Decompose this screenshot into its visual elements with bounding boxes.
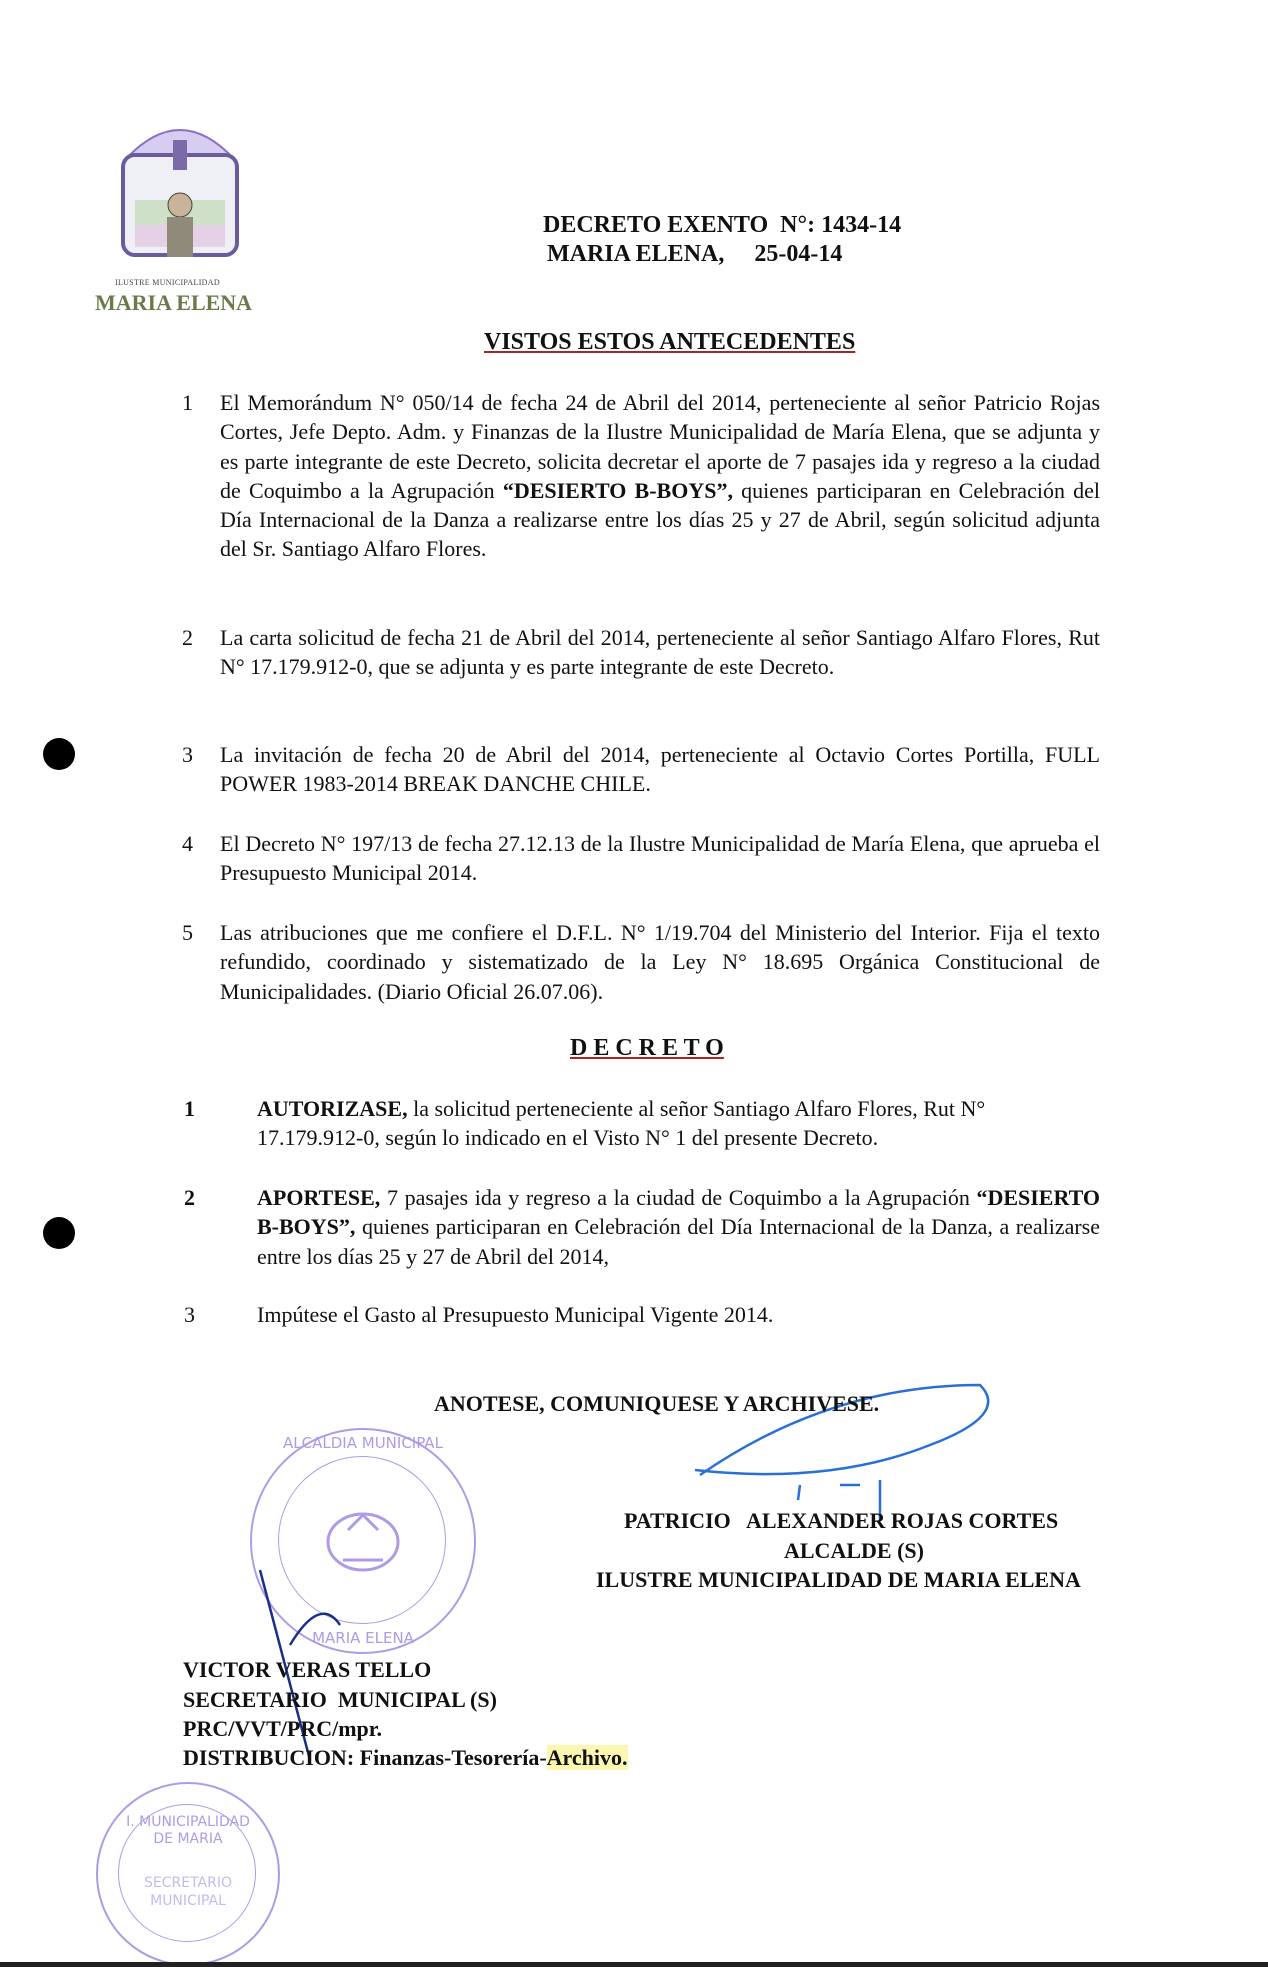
- group-name: “DESIERTO B-BOYS”,: [257, 1185, 1100, 1240]
- decreto-heading: D E C R E T O: [570, 1035, 724, 1061]
- municipal-logo: [95, 100, 265, 315]
- visto-item: La invitación de fecha 20 de Abril del 2014, perteneciente al Octavio Cortes Portilla, FULL POWER 1983-2014 BREAK DANCHE CHILE.: [220, 742, 1100, 797]
- secretario-role: SECRETARIO MUNICIPAL (S): [183, 1687, 497, 1712]
- visto-text: quienes participaran en Celebración del Día Internacional de la Danza a realizarse entre los días 25 y 27 de Abril, según solicitud adjunta del Sr. Santiago Alfaro Flores.: [220, 477, 1100, 562]
- visto-number: 4: [182, 831, 193, 856]
- decreto-number: 1: [184, 1096, 195, 1121]
- stamp-text: I. MUNICIPALIDAD DE MARIA: [126, 1814, 250, 1847]
- vistos-heading: VISTOS ESTOS ANTECEDENTES: [484, 329, 856, 355]
- logo-subtitle: ILUSTRE MUNICIPALIDAD: [115, 278, 220, 287]
- distribution: [183, 1743, 628, 1772]
- visto-item: El Decreto N° 197/13 de fecha 27.12.13 de la Ilustre Municipalidad de María Elena, que aprueba el Presupuesto Municipal 2014.: [220, 831, 1100, 886]
- initials: PRC/VVT/PRC/mpr.: [183, 1716, 383, 1741]
- decreto-text: la solicitud perteneciente al señor Santiago Alfaro Flores, Rut N° 17.179.912-0, según lo indicado en el Visto N° 1 del presente Decreto.: [257, 1096, 986, 1151]
- scan-edge: [0, 1962, 1268, 1967]
- logo-name: MARIA ELENA: [95, 290, 253, 315]
- decreto-item: [257, 1094, 1097, 1153]
- visto-item: La carta solicitud de fecha 21 de Abril del 2014, perteneciente al señor Santiago Alfaro Flores, Rut N° 17.179.912-0, que se adjunta y es parte integrante de este Decreto.: [220, 625, 1100, 680]
- visto-item: Las atribuciones que me confiere el D.F.L. N° 1/19.704 del Ministerio del Interior. Fija el texto refundido, coordinado y sistematizado de la Ley N° 18.695 Orgánica Constitucional de Municipalidades. (Diario Oficial 26.07.06).: [220, 920, 1100, 1004]
- decreto-text: 7 pasajes ida y regreso a la ciudad de Coquimbo a la Agrupación: [380, 1185, 977, 1210]
- visto-number: 2: [182, 625, 193, 650]
- visto-item: [220, 388, 1100, 564]
- decreto-item: [257, 1183, 1100, 1271]
- decree-number: DECRETO EXENTO N°: 1434-14: [543, 212, 902, 238]
- secretario-name: VICTOR VERAS TELLO: [183, 1657, 432, 1682]
- alcalde-org: ILUSTRE MUNICIPALIDAD DE MARIA ELENA: [596, 1567, 1081, 1592]
- punch-hole: [43, 738, 75, 770]
- stamp-text: SECRETARIO MUNICIPAL: [144, 1875, 232, 1909]
- visto-number: 3: [182, 742, 193, 767]
- stamp-text: ALCALDIA MUNICIPAL: [283, 1434, 443, 1452]
- closing-formula: ANOTESE, COMUNIQUESE Y ARCHIVESE.: [434, 1391, 880, 1416]
- distribution-label: DISTRIBUCION:: [183, 1745, 355, 1770]
- distribution-text: Finanzas-Tesorería-: [354, 1745, 547, 1770]
- punch-hole: [43, 1217, 75, 1249]
- decreto-number: 3: [184, 1302, 195, 1327]
- visto-number: 5: [182, 920, 193, 945]
- visto-text: El Memorándum N° 050/14 de fecha 24 de Abril del 2014, perteneciente al señor Patricio Rojas Cortes, Jefe Depto. Adm. y Finanzas de la Ilustre Municipalidad de María Elena, que se adjunta y es parte integrante de este Decreto, solicita decretar el aporte de 7 pasajes ida y regreso a la ciudad de Coquimbo a la Agrupación: [220, 390, 1100, 503]
- distribution-highlight: Archivo.: [546, 1745, 628, 1770]
- decreto-verb: APORTESE,: [257, 1185, 381, 1210]
- decreto-item: Impútese el Gasto al Presupuesto Municipal Vigente 2014.: [257, 1302, 774, 1327]
- decreto-verb: AUTORIZASE,: [257, 1096, 408, 1121]
- stamp-text: MARIA ELENA: [312, 1629, 414, 1647]
- group-name: “DESIERTO B-BOYS”,: [502, 477, 733, 503]
- visto-number: 1: [182, 390, 193, 415]
- decreto-number: 2: [184, 1185, 195, 1210]
- alcalde-name: PATRICIO ALEXANDER ROJAS CORTES: [624, 1508, 1059, 1533]
- decreto-text: quienes participaran en Celebración del Día Internacional de la Danza, a realizarse entre los días 25 y 27 de Abril del 2014,: [257, 1214, 1100, 1269]
- alcalde-role: ALCALDE (S): [784, 1538, 924, 1563]
- coat-of-arms-icon: [95, 100, 265, 270]
- place-date: MARIA ELENA, 25-04-14: [547, 241, 843, 267]
- secretaria-stamp: [96, 1782, 280, 1966]
